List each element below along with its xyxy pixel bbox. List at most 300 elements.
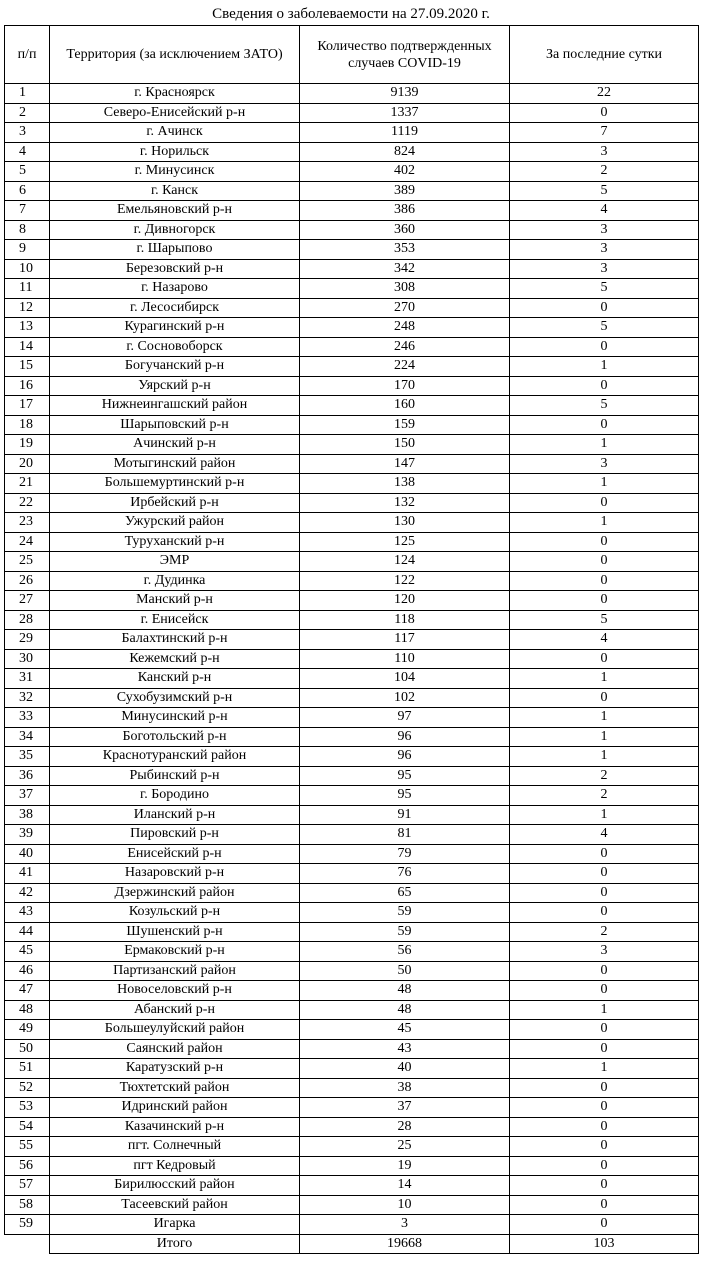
table-row [5,844,699,864]
row-confirmed-cell: 1337 [300,103,510,123]
table-row [5,571,699,591]
row-last-day-cell: 0 [510,376,699,396]
table-row [5,84,699,104]
row-num-cell: 50 [5,1039,50,1059]
row-num-cell: 18 [5,415,50,435]
row-confirmed-cell: 353 [300,240,510,260]
table-row [5,591,699,611]
row-last-day-cell: 0 [510,883,699,903]
row-last-day-cell: 1 [510,1000,699,1020]
table-row [5,747,699,767]
row-last-day-cell: 1 [510,357,699,377]
table-row [5,883,699,903]
table-row [5,1215,699,1235]
row-last-day-cell: 3 [510,220,699,240]
table-row [5,630,699,650]
row-last-day-cell: 1 [510,1059,699,1079]
row-num-cell: 46 [5,961,50,981]
total-row [5,1234,699,1254]
row-territory-cell: Козульский р-н [50,903,300,923]
row-last-day-cell: 5 [510,181,699,201]
table-row [5,318,699,338]
row-territory-cell: Абанский р-н [50,1000,300,1020]
row-num-cell: 55 [5,1137,50,1157]
row-last-day-cell: 3 [510,454,699,474]
row-last-day-cell: 0 [510,1176,699,1196]
table-row [5,649,699,669]
table-row [5,961,699,981]
table-row [5,357,699,377]
row-confirmed-cell: 91 [300,805,510,825]
row-last-day-cell: 5 [510,610,699,630]
row-confirmed-cell: 360 [300,220,510,240]
row-last-day-cell: 5 [510,279,699,299]
row-num-cell: 27 [5,591,50,611]
row-num-cell: 1 [5,84,50,104]
row-territory-cell: Рыбинский р-н [50,766,300,786]
table-row [5,474,699,494]
row-territory-cell: г. Сосновоборск [50,337,300,357]
table-row [5,220,699,240]
row-confirmed-cell: 159 [300,415,510,435]
row-confirmed-cell: 81 [300,825,510,845]
row-num-cell: 8 [5,220,50,240]
row-confirmed-cell: 10 [300,1195,510,1215]
table-row [5,123,699,143]
row-last-day-cell: 0 [510,903,699,923]
row-last-day-cell: 2 [510,766,699,786]
header-row [5,26,699,84]
row-territory-cell: Ужурский район [50,513,300,533]
table-row [5,669,699,689]
row-last-day-cell: 0 [510,1156,699,1176]
table-row [5,1117,699,1137]
row-territory-cell: Ермаковский р-н [50,942,300,962]
row-territory-cell: Краснотуранский район [50,747,300,767]
table-row [5,415,699,435]
table-row [5,142,699,162]
table-row [5,903,699,923]
row-num-cell: 51 [5,1059,50,1079]
table-row [5,864,699,884]
table-row [5,981,699,1001]
row-num-cell: 23 [5,513,50,533]
row-confirmed-cell: 28 [300,1117,510,1137]
row-confirmed-cell: 342 [300,259,510,279]
table-row [5,162,699,182]
row-territory-cell: Туруханский р-н [50,532,300,552]
table-row [5,181,699,201]
covid-cases-table [4,25,699,1254]
row-confirmed-cell: 25 [300,1137,510,1157]
row-num-cell: 47 [5,981,50,1001]
row-last-day-cell: 0 [510,961,699,981]
row-num-cell: 36 [5,766,50,786]
table-row [5,552,699,572]
table-row [5,376,699,396]
row-territory-cell: г. Ачинск [50,123,300,143]
row-num-cell: 31 [5,669,50,689]
row-confirmed-cell: 43 [300,1039,510,1059]
row-last-day-cell: 1 [510,747,699,767]
table-row [5,942,699,962]
row-territory-cell: Большеулуйский район [50,1020,300,1040]
row-last-day-cell: 3 [510,240,699,260]
row-confirmed-cell: 104 [300,669,510,689]
total-label: Итого [50,1234,300,1254]
row-num-cell: 32 [5,688,50,708]
row-territory-cell: Назаровский р-н [50,864,300,884]
table-row [5,259,699,279]
row-territory-cell: Енисейский р-н [50,844,300,864]
row-territory-cell: Партизанский район [50,961,300,981]
row-confirmed-cell: 37 [300,1098,510,1118]
row-confirmed-cell: 95 [300,786,510,806]
row-confirmed-cell: 50 [300,961,510,981]
row-last-day-cell: 0 [510,688,699,708]
row-confirmed-cell: 9139 [300,84,510,104]
row-num-cell: 17 [5,396,50,416]
row-confirmed-cell: 95 [300,766,510,786]
row-last-day-cell: 0 [510,571,699,591]
row-territory-cell: Балахтинский р-н [50,630,300,650]
table-row [5,298,699,318]
table-row [5,805,699,825]
table-row [5,1195,699,1215]
row-confirmed-cell: 79 [300,844,510,864]
row-territory-cell: г. Канск [50,181,300,201]
row-territory-cell: Каратузский р-н [50,1059,300,1079]
row-last-day-cell: 0 [510,864,699,884]
row-territory-cell: Ачинский р-н [50,435,300,455]
row-num-cell: 30 [5,649,50,669]
row-confirmed-cell: 138 [300,474,510,494]
table-row [5,766,699,786]
row-confirmed-cell: 246 [300,337,510,357]
row-territory-cell: ЭМР [50,552,300,572]
row-num-cell: 42 [5,883,50,903]
row-num-cell: 24 [5,532,50,552]
header-num: п/п [5,26,50,84]
table-row [5,1156,699,1176]
row-num-cell: 26 [5,571,50,591]
row-confirmed-cell: 132 [300,493,510,513]
table-body [5,84,699,1235]
row-territory-cell: г. Лесосибирск [50,298,300,318]
table-row [5,454,699,474]
row-confirmed-cell: 270 [300,298,510,318]
row-num-cell: 41 [5,864,50,884]
table-row [5,610,699,630]
row-territory-cell: г. Шарыпово [50,240,300,260]
row-confirmed-cell: 402 [300,162,510,182]
row-territory-cell: Идринский район [50,1098,300,1118]
row-confirmed-cell: 59 [300,922,510,942]
table-row [5,922,699,942]
row-territory-cell: Саянский район [50,1039,300,1059]
row-territory-cell: Кежемский р-н [50,649,300,669]
row-territory-cell: Березовский р-н [50,259,300,279]
table-row [5,240,699,260]
row-last-day-cell: 0 [510,981,699,1001]
row-last-day-cell: 0 [510,1137,699,1157]
row-last-day-cell: 1 [510,727,699,747]
row-last-day-cell: 3 [510,142,699,162]
row-territory-cell: Минусинский р-н [50,708,300,728]
row-num-cell: 3 [5,123,50,143]
total-empty-cell [5,1234,50,1254]
row-last-day-cell: 0 [510,532,699,552]
row-confirmed-cell: 14 [300,1176,510,1196]
row-num-cell: 16 [5,376,50,396]
row-num-cell: 56 [5,1156,50,1176]
row-confirmed-cell: 48 [300,981,510,1001]
row-num-cell: 5 [5,162,50,182]
row-territory-cell: пгт Кедровый [50,1156,300,1176]
row-num-cell: 15 [5,357,50,377]
row-num-cell: 54 [5,1117,50,1137]
row-territory-cell: г. Дивногорск [50,220,300,240]
row-last-day-cell: 0 [510,649,699,669]
row-last-day-cell: 1 [510,669,699,689]
table-row [5,1137,699,1157]
row-confirmed-cell: 110 [300,649,510,669]
row-territory-cell: Емельяновский р-н [50,201,300,221]
row-num-cell: 49 [5,1020,50,1040]
row-territory-cell: г. Минусинск [50,162,300,182]
row-last-day-cell: 3 [510,259,699,279]
row-territory-cell: Мотыгинский район [50,454,300,474]
table-row [5,337,699,357]
row-last-day-cell: 3 [510,942,699,962]
row-territory-cell: г. Назарово [50,279,300,299]
row-territory-cell: Новоселовский р-н [50,981,300,1001]
row-territory-cell: Канский р-н [50,669,300,689]
row-confirmed-cell: 150 [300,435,510,455]
row-num-cell: 10 [5,259,50,279]
row-last-day-cell: 0 [510,1039,699,1059]
row-last-day-cell: 2 [510,922,699,942]
row-territory-cell: г. Енисейск [50,610,300,630]
row-num-cell: 21 [5,474,50,494]
table-row [5,1039,699,1059]
row-num-cell: 22 [5,493,50,513]
row-last-day-cell: 0 [510,1020,699,1040]
row-num-cell: 45 [5,942,50,962]
row-confirmed-cell: 224 [300,357,510,377]
row-confirmed-cell: 248 [300,318,510,338]
row-confirmed-cell: 124 [300,552,510,572]
row-territory-cell: Большемуртинский р-н [50,474,300,494]
row-confirmed-cell: 824 [300,142,510,162]
row-num-cell: 20 [5,454,50,474]
table-row [5,825,699,845]
row-territory-cell: Боготольский р-н [50,727,300,747]
row-territory-cell: Тюхтетский район [50,1078,300,1098]
row-last-day-cell: 0 [510,493,699,513]
row-confirmed-cell: 59 [300,903,510,923]
row-confirmed-cell: 76 [300,864,510,884]
row-confirmed-cell: 19 [300,1156,510,1176]
row-territory-cell: Сухобузимский р-н [50,688,300,708]
row-territory-cell: Дзержинский район [50,883,300,903]
row-last-day-cell: 0 [510,1078,699,1098]
row-territory-cell: Уярский р-н [50,376,300,396]
table-row [5,279,699,299]
row-last-day-cell: 0 [510,103,699,123]
row-num-cell: 52 [5,1078,50,1098]
header-last-day: За последние сутки [510,26,699,84]
row-confirmed-cell: 1119 [300,123,510,143]
row-confirmed-cell: 38 [300,1078,510,1098]
row-confirmed-cell: 170 [300,376,510,396]
row-last-day-cell: 2 [510,162,699,182]
row-territory-cell: Ирбейский р-н [50,493,300,513]
row-confirmed-cell: 389 [300,181,510,201]
total-confirmed: 19668 [300,1234,510,1254]
row-last-day-cell: 1 [510,805,699,825]
row-territory-cell: Игарка [50,1215,300,1235]
row-last-day-cell: 4 [510,630,699,650]
row-num-cell: 59 [5,1215,50,1235]
row-territory-cell: г. Бородино [50,786,300,806]
row-territory-cell: Тасеевский район [50,1195,300,1215]
row-confirmed-cell: 65 [300,883,510,903]
document-title: Сведения о заболеваемости на 27.09.2020 г. [212,6,490,22]
row-num-cell: 2 [5,103,50,123]
table-row [5,201,699,221]
row-last-day-cell: 0 [510,844,699,864]
table-row [5,1020,699,1040]
row-territory-cell: г. Норильск [50,142,300,162]
row-num-cell: 53 [5,1098,50,1118]
table-row [5,786,699,806]
row-last-day-cell: 2 [510,786,699,806]
row-confirmed-cell: 102 [300,688,510,708]
row-territory-cell: Курагинский р-н [50,318,300,338]
row-territory-cell: Шарыповский р-н [50,415,300,435]
row-last-day-cell: 1 [510,513,699,533]
row-confirmed-cell: 308 [300,279,510,299]
row-num-cell: 12 [5,298,50,318]
row-last-day-cell: 1 [510,708,699,728]
row-last-day-cell: 1 [510,435,699,455]
row-num-cell: 33 [5,708,50,728]
row-last-day-cell: 0 [510,1117,699,1137]
row-last-day-cell: 1 [510,474,699,494]
table-row [5,727,699,747]
row-confirmed-cell: 48 [300,1000,510,1020]
row-last-day-cell: 4 [510,201,699,221]
row-confirmed-cell: 125 [300,532,510,552]
row-confirmed-cell: 120 [300,591,510,611]
row-confirmed-cell: 160 [300,396,510,416]
header-territory: Территория (за исключением ЗАТО) [50,26,300,84]
row-territory-cell: г. Дудинка [50,571,300,591]
row-num-cell: 4 [5,142,50,162]
row-last-day-cell: 0 [510,1098,699,1118]
table-row [5,1176,699,1196]
row-confirmed-cell: 96 [300,747,510,767]
row-num-cell: 39 [5,825,50,845]
row-num-cell: 34 [5,727,50,747]
row-num-cell: 6 [5,181,50,201]
row-territory-cell: Шушенский р-н [50,922,300,942]
row-territory-cell: Северо-Енисейский р-н [50,103,300,123]
table-row [5,708,699,728]
row-num-cell: 44 [5,922,50,942]
row-confirmed-cell: 96 [300,727,510,747]
row-last-day-cell: 0 [510,337,699,357]
row-num-cell: 58 [5,1195,50,1215]
row-territory-cell: г. Красноярск [50,84,300,104]
row-territory-cell: Нижнеингашский район [50,396,300,416]
row-num-cell: 7 [5,201,50,221]
row-num-cell: 25 [5,552,50,572]
row-num-cell: 48 [5,1000,50,1020]
table-row [5,396,699,416]
row-last-day-cell: 22 [510,84,699,104]
row-num-cell: 57 [5,1176,50,1196]
row-confirmed-cell: 118 [300,610,510,630]
row-last-day-cell: 7 [510,123,699,143]
row-num-cell: 28 [5,610,50,630]
row-confirmed-cell: 122 [300,571,510,591]
row-confirmed-cell: 97 [300,708,510,728]
table-row [5,1059,699,1079]
row-confirmed-cell: 386 [300,201,510,221]
row-territory-cell: Богучанский р-н [50,357,300,377]
table-row [5,532,699,552]
table-row [5,1078,699,1098]
row-confirmed-cell: 3 [300,1215,510,1235]
row-last-day-cell: 0 [510,1195,699,1215]
table-row [5,435,699,455]
row-last-day-cell: 5 [510,396,699,416]
row-confirmed-cell: 45 [300,1020,510,1040]
row-num-cell: 19 [5,435,50,455]
row-num-cell: 11 [5,279,50,299]
row-last-day-cell: 0 [510,1215,699,1235]
row-territory-cell: Иланский р-н [50,805,300,825]
row-num-cell: 14 [5,337,50,357]
row-confirmed-cell: 130 [300,513,510,533]
row-num-cell: 43 [5,903,50,923]
table-row [5,103,699,123]
table-row [5,1000,699,1020]
row-num-cell: 35 [5,747,50,767]
row-num-cell: 13 [5,318,50,338]
row-last-day-cell: 0 [510,591,699,611]
row-num-cell: 38 [5,805,50,825]
row-territory-cell: Манский р-н [50,591,300,611]
row-last-day-cell: 0 [510,298,699,318]
row-confirmed-cell: 40 [300,1059,510,1079]
row-territory-cell: пгт. Солнечный [50,1137,300,1157]
row-num-cell: 29 [5,630,50,650]
row-territory-cell: Казачинский р-н [50,1117,300,1137]
row-last-day-cell: 0 [510,415,699,435]
row-confirmed-cell: 147 [300,454,510,474]
row-last-day-cell: 5 [510,318,699,338]
table-row [5,513,699,533]
row-num-cell: 9 [5,240,50,260]
row-confirmed-cell: 56 [300,942,510,962]
row-num-cell: 40 [5,844,50,864]
row-last-day-cell: 0 [510,552,699,572]
row-territory-cell: Бирилюсский район [50,1176,300,1196]
table-row [5,493,699,513]
